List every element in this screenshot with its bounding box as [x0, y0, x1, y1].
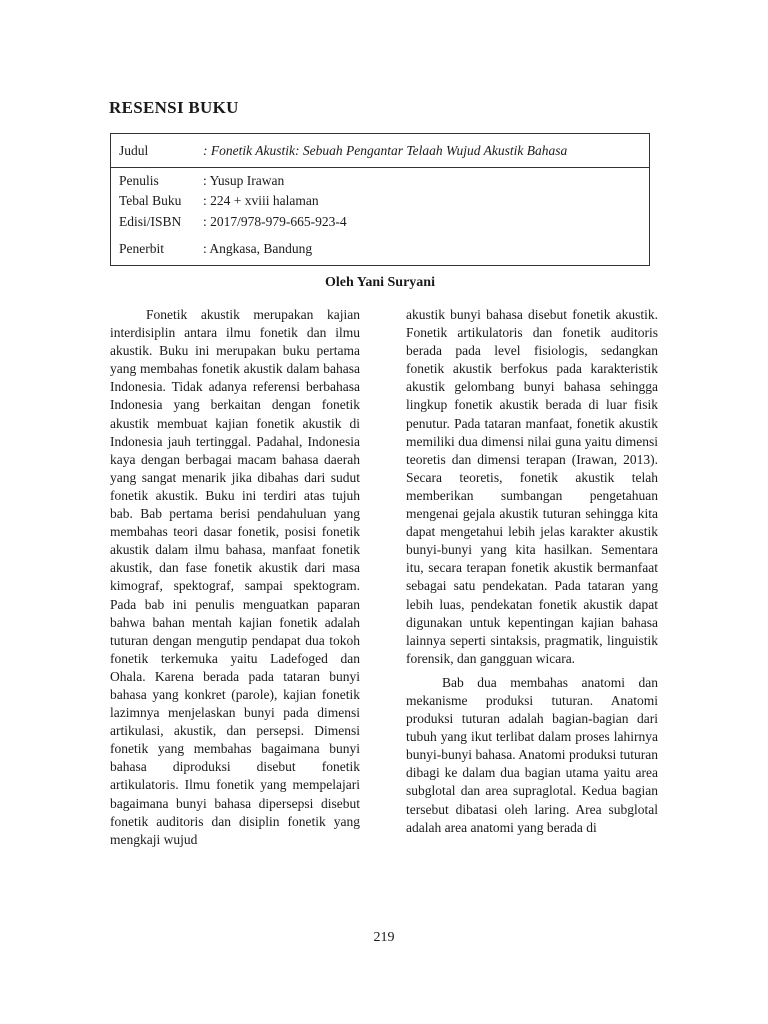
- body-paragraph: akustik bunyi bahasa disebut fonetik akustik. Fonetik artikulatoris dan fonetik auditoris berada pada level fisiologis, sedangkan fonetik akustik berfokus pada karakteristik akustik gelombang bunyi bahasa sehingga lingkup fonetik akustik berada di luar fisik penutur. Pada tataran manfaat, fonetik akustik memiliki dua dimensi nilai guna yaitu dimensi teoretis dan dimensi terapan (Irawan, 2013). Secara teoretis, fonetik akustik telah memberikan sumbangan pengetahuan mengenai gejala akustik tuturan sehingga kita dapat mengetahui lebih jelas karakter akustik bunyi-bunyi yang kita hasilkan. Sementara itu, secara terapan fonetik akustik bermanfaat sebagai satu pendekatan. Pada tataran yang lebih luas, pendekatan fonetik akustik dapat digunakan untuk kepentingan kajian bahasa lainnya seperti sintaksis, pragmatik, linguistik forensik, dan gangguan wicara.: [406, 307, 658, 666]
- page-heading: RESENSI BUKU: [109, 98, 239, 117]
- author-row: [111, 167, 649, 188]
- pages-value: : 224 + xviii halaman: [203, 193, 319, 208]
- isbn-label: Edisi/ISBN: [119, 214, 182, 229]
- pages-label: Tebal Buku: [119, 193, 182, 208]
- page-number: 219: [373, 930, 395, 945]
- title-label: Judul: [119, 143, 149, 158]
- isbn-value: : 2017/978-979-665-923-4: [203, 214, 347, 229]
- author-label: Penulis: [119, 173, 159, 188]
- author-value: : Yusup Irawan: [203, 173, 285, 188]
- body-paragraph: Bab dua membahas anatomi dan mekanisme produksi tuturan. Anatomi produksi tuturan adalah bagian-bagian dari tubuh yang ikut terlibat dalam proses lahirnya bunyi-bunyi bahasa. Anatomi produksi tuturan dibagi ke dalam dua bagian utama yaitu area subglotal dan area supraglotal. Kedua bagian tersebut dibatasi oleh laring. Area subglotal adalah area anatomi yang berada di: [406, 674, 658, 835]
- body-paragraph: Fonetik akustik merupakan kajian interdisiplin antara ilmu fonetik dan ilmu akustik. Buku ini merupakan buku pertama yang membahas fonetik akustik dalam bahasa Indonesia. Tidak adanya referensi berbahasa Indonesia yang berkaitan dengan fonetik akustik membuat kajian fonetik akustik di Indonesia jauh tertinggal. Padahal, Indonesia kaya dengan berbagai macam bahasa daerah yang sangat menarik jika dibahas dari sudut fonetik akustik. Buku ini terdiri atas tujuh bab. Bab pertama berisi pendahuluan yang membahas teori dasar fonetik, posisi fonetik akustik dalam ilmu bahasa, manfaat fonetik akustik, dan fase fonetik akustik dari masa kimograf, spektograf, sampai spektogram. Pada bab ini penulis menguatkan paparan bahwa bahan mentah kajian fonetik adalah tuturan dengan mengutip pendapat dua tokoh fonetik terkemuka yaitu Ladefoged dan Ohala. Karena berada pada tataran bunyi bahasa yang konkret (parole), kajian fonetik lazimnya menjelaskan bunyi pada dimensi artikulasi, akustik, dan persepsi. Dimensi fonetik yang membahas bagaimana bunyi bahasa diproduksi disebut fonetik artikulatoris. Ilmu fonetik yang mempelajari bagaimana bunyi bahasa dipersepsi disebut fonetik auditoris dan disiplin fonetik yang mengkaji wujud: [110, 307, 360, 847]
- publisher-label: Penerbit: [119, 241, 164, 256]
- left-column: [110, 306, 360, 849]
- book-info-table: [110, 133, 650, 266]
- author-byline: Oleh Yani Suryani: [325, 275, 435, 290]
- title-value: : Fonetik Akustik: Sebuah Pengantar Telaah Wujud Akustik Bahasa: [203, 143, 568, 158]
- right-column: [406, 306, 658, 837]
- publisher-value: : Angkasa, Bandung: [203, 241, 313, 256]
